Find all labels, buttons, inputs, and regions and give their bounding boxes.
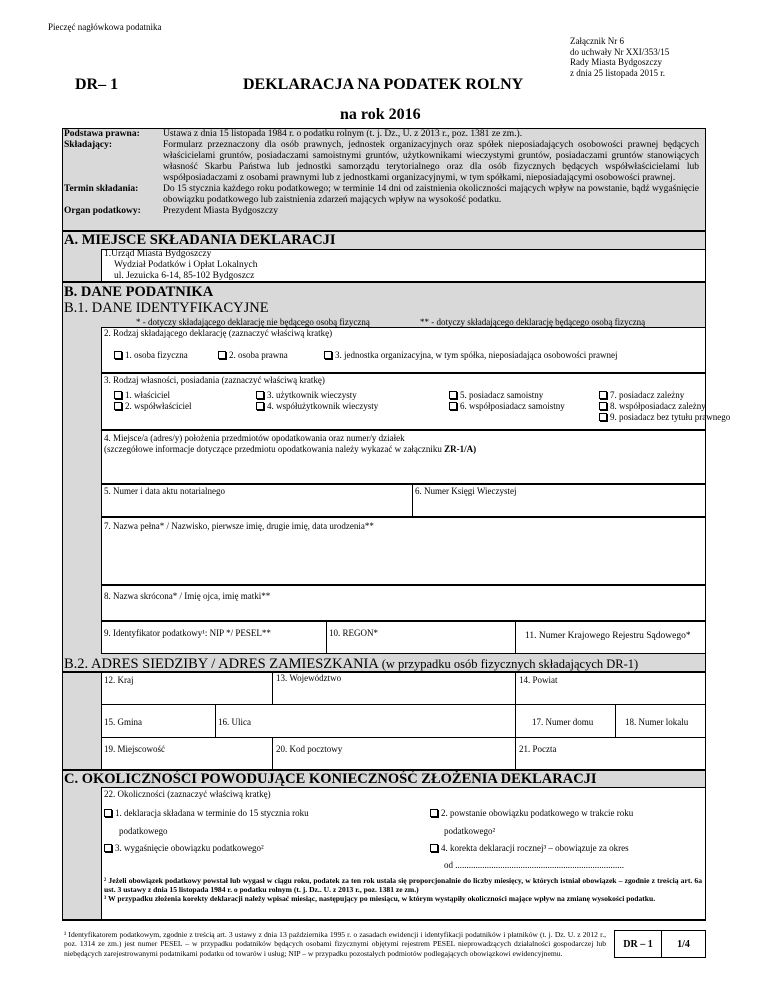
- checkbox[interactable]: [599, 391, 607, 399]
- field-4-note-text: (szczegółowe informacje dotyczące przedmiotu opodatkowania należy wykazać w załączniku: [104, 444, 445, 454]
- checkbox[interactable]: [430, 809, 438, 817]
- field-12-label: 12. Kraj: [104, 675, 134, 685]
- field-22-label: 22. Okoliczności (zaznaczyć właściwą kratkę): [104, 789, 271, 799]
- option-label: 4. korekta deklaracji rocznej³ – obowiązuje za okres: [441, 843, 629, 853]
- option-label: 2. współwłaściciel: [125, 401, 192, 411]
- field-19-label: 19. Miejscowość: [104, 744, 165, 754]
- office-line: 1.Urząd Miasta Bydgoszczy: [104, 249, 212, 259]
- field-8-label: 8. Nazwa skrócona* / Imię ojca, imię matki**: [104, 591, 271, 601]
- option-label: 6. współposiadacz samoistny: [460, 401, 565, 411]
- b1-title: B.1. DANE IDENTYFIKACYJNE: [64, 300, 269, 316]
- authority-label: Organ podatkowy:: [64, 206, 141, 216]
- field-14-label: 14. Powiat: [519, 675, 558, 685]
- option-osoba-fizyczna[interactable]: [114, 350, 188, 360]
- annex-line: z dnia 25 listopada 2015 r.: [570, 67, 665, 78]
- checkbox[interactable]: [449, 402, 457, 410]
- option-wlasciciel[interactable]: [114, 390, 192, 401]
- authority-text: Prezydent Miasta Bydgoszczy: [163, 206, 279, 216]
- footnote-2: ² Jeżeli obowiązek podatkowy powstał lub wygasł w ciągu roku, podatek za ten rok ustala się proporcjonalnie do liczby miesięcy, w których istniał obowiązek – zgodnie z treścią art. 6a ust. 3 ustawy z dnia 15 listopada 1984 r. o podatku rolnym (t. j. Dz.. U. z 2013 r., poz. 1381 ze zm.): [104, 876, 702, 894]
- field-13-label: 13. Województwo: [276, 673, 342, 683]
- field-18-label: 18. Numer lokalu: [625, 717, 689, 727]
- footnote-3: ³ W przypadku złożenia korekty deklaracji należy wpisać miesiąc, następujący po miesiącu, w którym wystąpiły okoliczności mające wpływ na zmianę wysokości podatku.: [104, 894, 656, 903]
- option-jednostka[interactable]: [324, 350, 618, 360]
- circ-option-3[interactable]: [104, 843, 264, 853]
- option-label: 2. powstanie obowiązku podatkowego w trakcie roku: [441, 808, 634, 818]
- section-b-title: B. DANE PODATNIKA: [64, 284, 214, 300]
- field-16-label: 16. Ulica: [218, 717, 251, 727]
- option-wspolwlasciciel[interactable]: [114, 401, 192, 412]
- checkbox[interactable]: [599, 413, 607, 421]
- office-line: ul. Jezuicka 6-14, 85-102 Bydgoszcz: [114, 271, 255, 281]
- checkbox[interactable]: [104, 844, 112, 852]
- checkbox[interactable]: [324, 351, 332, 359]
- option-label: 1. deklaracja składana w terminie do 15 stycznia roku: [115, 808, 309, 818]
- checkbox[interactable]: [114, 402, 122, 410]
- option-posiadacz-bez-tytulu[interactable]: [599, 412, 730, 423]
- field-4-label: 4. Miejsce/a (adres/y) położenia przedmiotów opodatkowania oraz numer/y działek: [104, 433, 405, 443]
- section-c-title: C. OKOLICZNOŚCI POWODUJĄCE KONIECZNOŚĆ ZŁOŻENIA DEKLARACJI: [64, 771, 597, 787]
- field-9-label: 9. Identyfikator podatkowy¹: NIP */ PESEL**: [104, 628, 271, 638]
- option-label: 2. osoba prawna: [229, 350, 288, 360]
- field-6-label: 6. Numer Księgi Wieczystej: [415, 486, 517, 496]
- page-number: 1/4: [677, 938, 690, 950]
- field-4-note: [104, 444, 476, 454]
- annex-line: Załącznik Nr 6: [570, 36, 624, 46]
- b2-subtitle: (w przypadku osób fizycznych składających DR-1): [381, 657, 639, 671]
- legal-basis-text: Ustawa z dnia 15 listopada 1984 r. o podatku rolnym (t. j. Dz., U. z 2013 r., poz. 1381 ze zm.).: [163, 129, 523, 139]
- option-uzytkownik[interactable]: [256, 390, 378, 401]
- deadline-text: Do 15 stycznia każdego roku podatkowego; w terminie 14 dni od zaistnienia okoliczności mających wpływ na powstanie, bądź wygaśnięcie obowiązku podatkowego lub zaistnienia zdarzeń mających wpływ na wysokość podatku.: [163, 184, 699, 205]
- field-4-note-bold: ZR-1/A): [444, 444, 477, 454]
- field-5-label: 5. Numer i data aktu notarialnego: [104, 486, 225, 496]
- option-label: 1. osoba fizyczna: [125, 350, 188, 360]
- field-2-label: 2. Rodzaj składającego deklarację (zaznaczyć właściwą kratkę): [104, 328, 333, 338]
- option-wspolposiadacz-zalezny[interactable]: [599, 401, 730, 412]
- field-17-label: 17. Numer domu: [532, 717, 594, 727]
- footnote-1: ¹ Identyfikatorem podatkowym, zgodnie z treścią art. 3 ustawy z dnia 13 października 1995 r. o zasadach ewidencji i identyfikacji podatników i płatników (t. j. Dz. U. z 2012 r., poz. 1314 ze zm.) jest numer PESEL – w przypadku podatników będących osobami fizycznymi objętymi rejestrem PESEL nieprowadzących działalności gospodarczej lub niebędących zarejestrowanymi podatnikami podatku od towarów i usług; NIP – w przypadku pozostałych podmiotów podlegających obowiązkowi ewidencyjnemu.: [64, 930, 606, 958]
- option-posiadacz-zalezny[interactable]: [599, 390, 730, 401]
- office-line: Wydział Podatków i Opłat Lokalnych: [114, 260, 258, 270]
- option-label: 5. posiadacz samoistny: [460, 390, 544, 400]
- field-11-label: 11. Numer Krajowego Rejestru Sądowego*: [525, 631, 691, 641]
- checkbox[interactable]: [449, 391, 457, 399]
- annex-line: Rady Miasta Bydgoszczy: [570, 57, 662, 67]
- deadline-label: Termin składania:: [64, 184, 139, 194]
- note-nonnatural: * - dotyczy składającego deklarację nie będącego osobą fizyczną: [136, 317, 370, 327]
- b2-title-row: [64, 656, 638, 673]
- checkbox[interactable]: [114, 351, 122, 359]
- ownership-col-3: [449, 390, 565, 412]
- section-c-footnotes: [104, 876, 702, 903]
- field-7-label: 7. Nazwa pełna* / Nazwisko, pierwsze imię, drugie imię, data urodzenia**: [104, 521, 374, 531]
- annex-line: do uchwały Nr XXI/353/15: [570, 46, 670, 57]
- option-osoba-prawna[interactable]: [218, 350, 288, 360]
- annex-block: [570, 36, 669, 78]
- field-10-label: 10. REGON*: [329, 628, 378, 638]
- field-15-label: 15. Gmina: [104, 717, 142, 727]
- circ-option-4-period: od ...........................................................................: [444, 860, 624, 870]
- option-label: 3. użytkownik wieczysty: [267, 390, 357, 400]
- option-label: 1. właściciel: [125, 390, 170, 400]
- checkbox[interactable]: [218, 351, 226, 359]
- checkbox[interactable]: [256, 391, 264, 399]
- field-21-label: 21. Poczta: [519, 744, 557, 754]
- option-label: 7. posiadacz zależny: [610, 390, 685, 400]
- filers-label: Składający:: [64, 140, 113, 150]
- intro-content: [64, 129, 704, 217]
- stamp-label: Pieczęć nagłówkowa podatnika: [48, 22, 162, 32]
- form-year: na rok 2016: [340, 106, 421, 123]
- checkbox[interactable]: [114, 391, 122, 399]
- ownership-col-1: [114, 390, 192, 412]
- page-title: DEKLARACJA NA PODATEK ROLNY: [243, 76, 524, 93]
- form-code: DR– 1: [75, 76, 119, 93]
- field-3-label: 3. Rodzaj własności, posiadania (zaznaczyć właściwą kratkę): [104, 375, 325, 385]
- option-label: 3. jednostka organizacyjna, w tym spółka, nieposiadająca osobowości prawnej: [335, 350, 618, 360]
- option-wspoluzytkownik[interactable]: [256, 401, 378, 412]
- circ-option-1[interactable]: [104, 808, 309, 818]
- page-marker: [614, 930, 706, 958]
- circ-option-1-cont: podatkowego: [119, 826, 168, 836]
- office-address: [104, 249, 257, 282]
- checkbox[interactable]: [599, 402, 607, 410]
- filers-text: Formularz przeznaczony dla osób prawnych, jednostek organizacyjnych oraz spółek nieposiadających osobowości prawnej będących właścicielami gruntów, posiadaczami samoistnymi gruntów, użytkownikami wieczystymi gruntów, posiadaczami gruntów stanowiących własność Skarbu Państwa lub jednostki samorządu terytorialnego oraz dla osób fizycznych będących współwłaścicielami lub współposiadaczami z osobami prawnymi lub z jednostkami organizacyjnymi, w tym spółkami, nieposiadającymi osobowości prawnej.: [163, 140, 699, 183]
- field-16-input[interactable]: [215, 704, 516, 738]
- option-posiadacz-samoistny[interactable]: [449, 390, 565, 401]
- b2-title: B.2. ADRES SIEDZIBY / ADRES ZAMIESZKANIA: [64, 656, 379, 672]
- legal-basis-label: Podstawa prawna:: [64, 129, 140, 139]
- option-label: 3. wygaśnięcie obowiązku podatkowego²: [115, 843, 264, 853]
- section-a-title: A. MIEJSCE SKŁADANIA DEKLARACJI: [64, 232, 336, 248]
- note-natural: ** - dotyczy składającego deklarację będącego osobą fizyczną: [420, 317, 646, 327]
- footer-form-code: DR – 1: [615, 931, 662, 957]
- ownership-col-2: [256, 390, 378, 412]
- checkbox[interactable]: [430, 844, 438, 852]
- circ-option-2-cont: podatkowego²: [444, 826, 496, 836]
- field-20-label: 20. Kod pocztowy: [276, 744, 343, 754]
- footer-divider: [62, 920, 706, 921]
- ownership-col-4: [599, 390, 730, 423]
- circ-option-2[interactable]: [430, 808, 633, 818]
- checkbox[interactable]: [104, 809, 112, 817]
- checkbox[interactable]: [256, 402, 264, 410]
- circ-option-4[interactable]: [430, 843, 629, 853]
- option-label: 8. współposiadacz zależny: [610, 401, 706, 411]
- option-wspolposiadacz-samoistny[interactable]: [449, 401, 565, 412]
- option-label: 9. posiadacz bez tytułu prawnego: [610, 412, 731, 422]
- option-label: 4. współużytkownik wieczysty: [267, 401, 379, 411]
